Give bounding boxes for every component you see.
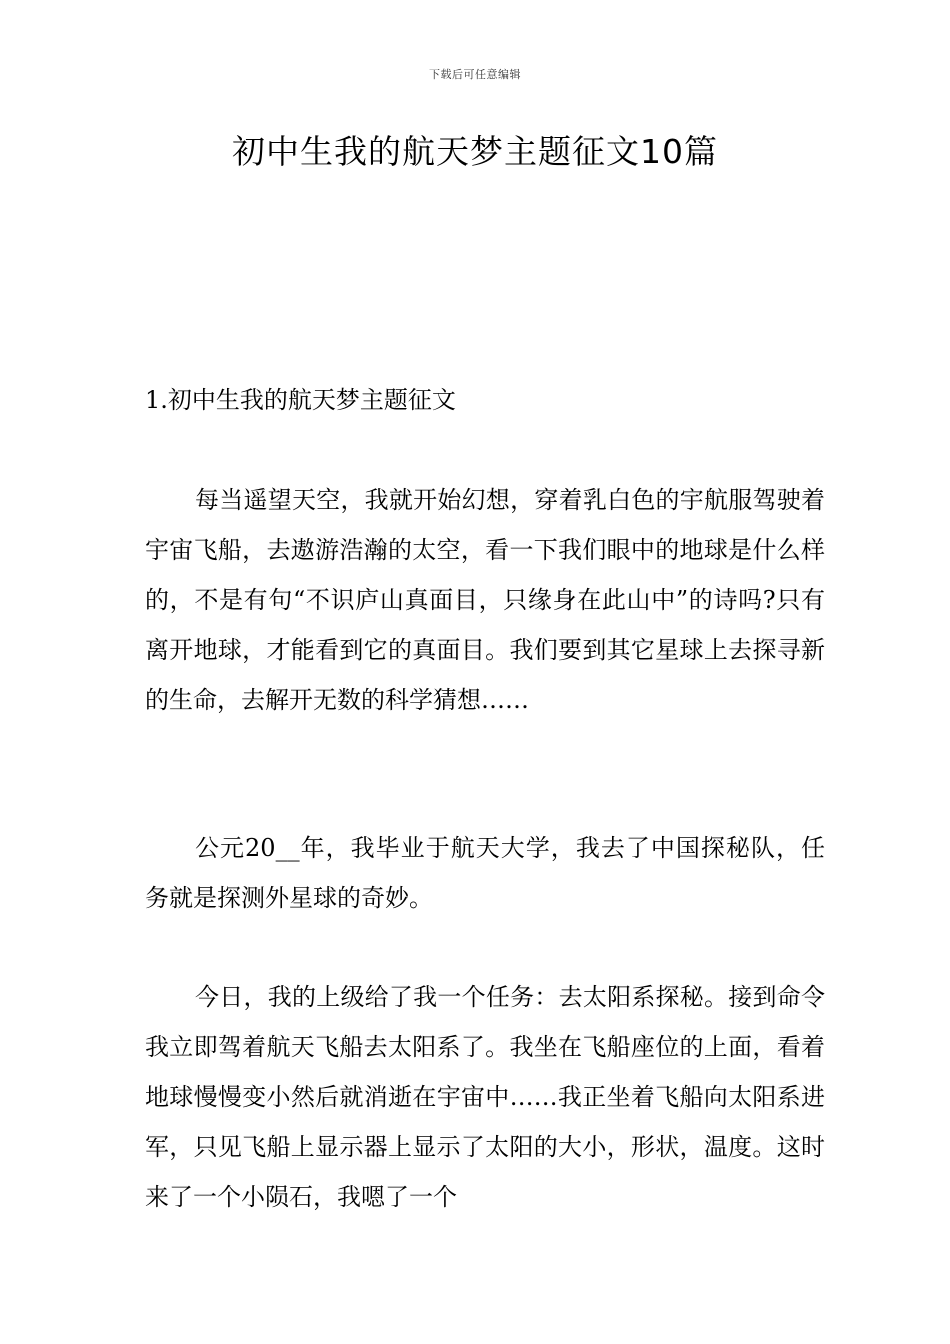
paragraph: 今日，我的上级给了我一个任务：去太阳系探秘。接到命令我立即驾着航天飞船去太阳系了。我坐在飞船座位的上面，看着地球慢慢变小然后就消逝在宇宙中……我正坐着飞船向太阳系进军，只见飞船上显示器上显示了太阳的大小，形状，温度。这时来了一个小陨石，我嗯了一个 (145, 983, 825, 1211)
header-note: 下载后可任意编辑 (429, 68, 521, 81)
document-title: 初中生我的航天梦主题征文10篇 (232, 132, 718, 171)
paragraph: 公元20__年，我毕业于航天大学，我去了中国探秘队，任务就是探测外星球的奇妙。 (145, 834, 825, 912)
paragraph: 每当遥望天空，我就开始幻想，穿着乳白色的宇航服驾驶着宇宙飞船，去遨游浩瀚的太空，看一下我们眼中的地球是什么样的，不是有句“不识庐山真面目，只缘身在此山中”的诗吗?只有离开地球，才能看到它的真面目。我们要到其它星球上去探寻新的生命，去解开无数的科学猜想…… (145, 486, 825, 714)
section-heading: 1.初中生我的航天梦主题征文 (145, 386, 456, 414)
